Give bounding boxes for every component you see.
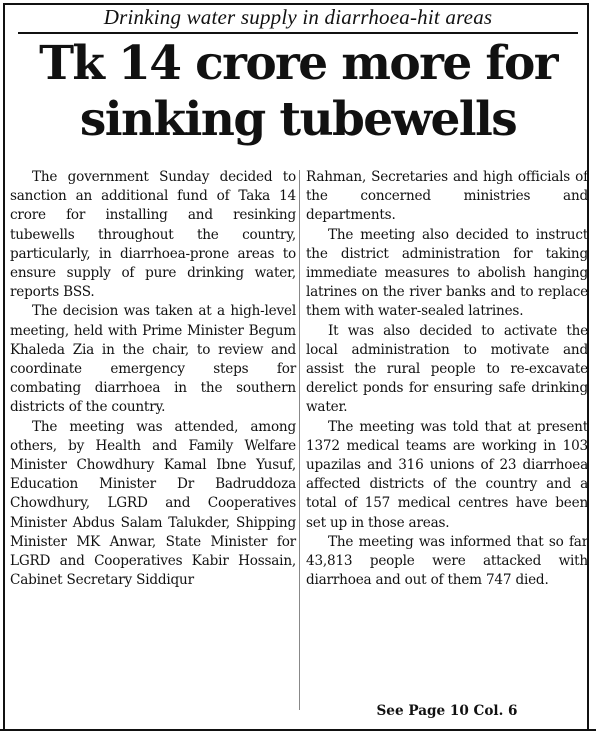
kicker: Drinking water supply in diarrhoea-hit areas xyxy=(103,5,493,29)
paragraph-1: The government Sunday decided to sanction an additional fund of Taka 14 crore for installing and resinking tubewells throughout the country, particularly, in diarrhoea-prone areas to ensure supply of pure drinking water, reports BSS. xyxy=(10,169,296,301)
paragraph-3: The meeting was attended, among others, by Health and Family Welfare Minister Chowdhury Kamal Ibne Yusuf, Education Minister Dr Badruddoza Chowdhury, LGRD and Cooperatives Minister Abdus Salam Talukder, Shipping Minister MK Anwar, State Minister for LGRD and Cooperatives Kabir Hossain, Cabinet Secretary Siddiqur xyxy=(10,418,296,589)
headline xyxy=(0,36,596,148)
article-column-right xyxy=(306,168,588,590)
kicker-rule xyxy=(18,32,578,34)
headline-line-2: sinking tubewells xyxy=(79,92,517,147)
paragraph-4: The meeting also decided to instruct the district administration for taking immediate measures to abolish hanging latrines on the river banks and to replace them with water-sealed latrines. xyxy=(306,226,588,320)
paragraph-5: It was also decided to activate the local administration to motivate and assist the rural people to re-excavate derelict ponds for ensuring safe drinking water. xyxy=(306,322,588,416)
continuation-jump: See Page 10 Col. 6 xyxy=(376,703,518,719)
bottom-rule xyxy=(0,729,596,731)
column-divider xyxy=(299,170,300,710)
article-column-left xyxy=(10,168,296,590)
paragraph-7: The meeting was informed that so far 43,813 people were attacked with diarrhoea and out of them 747 died. xyxy=(306,533,588,589)
paragraph-6: The meeting was told that at present 1372 medical teams are working in 103 upazilas and 316 unions of 23 diarrhoea affected districts of the country and a total of 157 medical centres have been set up in those areas. xyxy=(306,418,588,531)
headline-line-1: Tk 14 crore more for xyxy=(39,36,557,91)
paragraph-3-continued: Rahman, Secretaries and high officials of the concerned ministries and departments. xyxy=(306,169,588,224)
paragraph-2: The decision was taken at a high-level meeting, held with Prime Minister Begum Khaleda Zia in the chair, to review and coordinate emergency steps for combating diarrhoea in the southern districts of the country. xyxy=(10,303,296,416)
